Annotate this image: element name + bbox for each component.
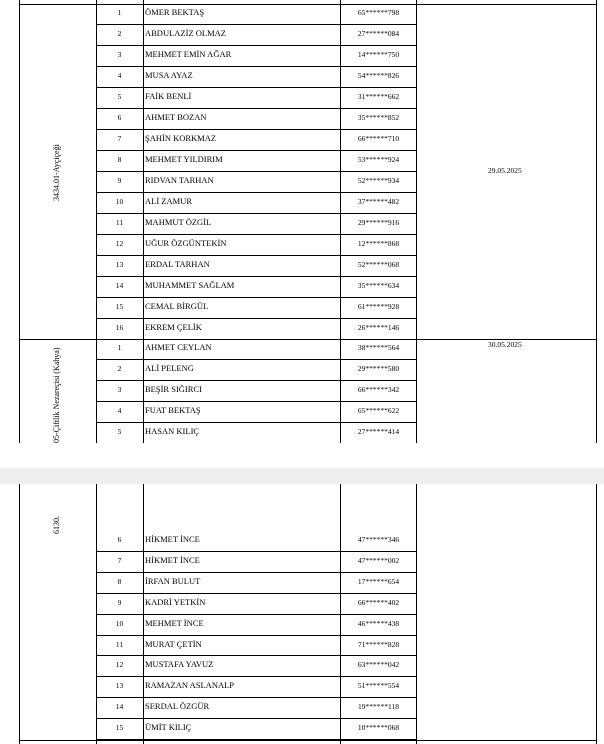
row-number: 15 (115, 302, 124, 311)
table-border-right (596, 0, 597, 443)
page-gap (0, 468, 604, 484)
person-name: MUSA AYAZ (145, 70, 193, 80)
table-row (96, 423, 417, 443)
row-number: 3 (117, 385, 122, 394)
table-row (96, 319, 417, 340)
bottom-border (19, 740, 597, 741)
row-border (96, 739, 417, 740)
masked-id-number: 27******084 (357, 29, 400, 38)
table-row (96, 698, 417, 719)
table-row (96, 67, 417, 88)
masked-id-number: 29******916 (357, 218, 400, 227)
table-row (96, 46, 417, 67)
row-number: 11 (115, 218, 124, 227)
row-number: 14 (115, 702, 124, 712)
table-row (96, 719, 417, 740)
masked-id-number: 37******482 (357, 197, 400, 206)
masked-id-number: 61******928 (357, 302, 400, 311)
masked-id-number: 29******580 (357, 364, 400, 373)
row-number: 6 (117, 535, 122, 544)
person-name: MURAT ÇETİN (145, 638, 202, 649)
person-name: HİKMET İNCE (145, 554, 200, 565)
masked-id-number: 26******146 (357, 323, 400, 332)
table-row (96, 25, 417, 46)
table-row (96, 235, 417, 256)
person-name: MEHMET YILDIRIM (145, 154, 223, 164)
masked-id-number: 66******402 (357, 597, 400, 607)
row-number: 2 (117, 29, 122, 38)
row-number: 5 (117, 92, 122, 101)
table-border-right (596, 484, 597, 744)
masked-id-number: 54******826 (357, 71, 400, 80)
person-name: BEŞİR SIĞIRCI (145, 384, 202, 394)
table-row (96, 130, 417, 151)
person-name: MEHMET EMİN AĞAR (145, 49, 232, 59)
row-number: 16 (115, 323, 124, 332)
group-2-date: 30.05.2025 (488, 340, 522, 349)
person-name: FAİK BENLİ (145, 91, 192, 101)
masked-id-number: 31******662 (357, 92, 400, 101)
person-name: HASAN KILIÇ (145, 426, 200, 436)
row-number: 5 (117, 427, 122, 436)
table-row (96, 256, 417, 277)
table-row (96, 594, 417, 615)
table-border-left (19, 484, 20, 744)
person-name: KADRİ YETKİN (145, 596, 206, 607)
person-name: ALİ PELENG (145, 363, 194, 373)
table-row (96, 339, 417, 360)
table-row (96, 277, 417, 298)
row-number: 4 (117, 71, 122, 80)
person-name: ÜMİT KILIÇ (145, 722, 192, 733)
row-number: 13 (115, 260, 124, 269)
row-number: 1 (117, 8, 122, 17)
person-name: MUSTAFA YAVUZ (145, 659, 214, 670)
person-name: ÖMER BEKTAŞ (145, 7, 205, 17)
masked-id-number: 63******042 (357, 660, 400, 670)
masked-id-number: 66******710 (357, 134, 400, 143)
table-row (96, 298, 417, 319)
row-number: 10 (115, 197, 124, 206)
masked-id-number: 12******868 (357, 239, 400, 248)
masked-id-number: 53******924 (357, 155, 400, 164)
person-name: RAMAZAN ASLANALP (145, 680, 235, 691)
table-row (96, 573, 417, 594)
masked-id-number: 52******934 (357, 176, 400, 185)
row-number: 3 (117, 50, 122, 59)
masked-id-number: 52******068 (357, 260, 400, 269)
table-row (96, 172, 417, 193)
table-row (96, 677, 417, 698)
row-number: 8 (117, 155, 122, 164)
masked-id-number: 17******654 (357, 576, 400, 586)
group-1-date: 29.05.2025 (488, 166, 522, 175)
row-number: 13 (115, 681, 124, 691)
masked-id-number: 65******798 (357, 8, 400, 17)
table-row (96, 381, 417, 402)
person-name: AHMET BOZAN (145, 112, 207, 122)
person-name: ABDULAZİZ OLMAZ (145, 28, 226, 38)
table-row (96, 402, 417, 423)
table-row (96, 109, 417, 130)
row-number: 2 (117, 364, 122, 373)
masked-id-number: 66******342 (357, 385, 400, 394)
person-name: MAHMUT ÖZGİL (145, 217, 212, 227)
masked-id-number: 71******828 (357, 639, 400, 649)
row-number: 8 (117, 576, 122, 586)
person-name: İRFAN BULUT (145, 575, 201, 586)
row-number: 12 (115, 239, 124, 248)
row-number: 10 (115, 618, 124, 628)
masked-id-number: 51******554 (357, 681, 400, 691)
masked-id-number: 14******750 (357, 50, 400, 59)
person-name: UĞUR ÖZGÜNTEKİN (145, 238, 227, 248)
row-number: 9 (117, 176, 122, 185)
person-name: ŞAHİN KORKMAZ (145, 133, 217, 143)
row-number: 9 (117, 597, 122, 607)
group-1-label: 3434.01-Ayçiçeği (52, 144, 61, 201)
table-border-left (19, 0, 20, 443)
table-row (96, 531, 417, 552)
masked-id-number: 38******564 (357, 343, 400, 352)
table-row (96, 552, 417, 573)
row-number: 14 (115, 281, 124, 290)
table-row (96, 4, 417, 25)
person-name: FUAT BEKTAŞ (145, 405, 201, 415)
masked-id-number: 47******002 (357, 555, 400, 565)
table-row (96, 88, 417, 109)
person-name: ERDAL TARHAN (145, 259, 210, 269)
table-row (96, 151, 417, 172)
person-name: MEHMET İNCE (145, 617, 204, 628)
row-number: 1 (117, 343, 122, 352)
table-row (96, 615, 417, 636)
table-row (96, 656, 417, 677)
row-number: 7 (117, 555, 122, 565)
table-row (96, 636, 417, 657)
person-name: ALİ ZAMUR (145, 196, 192, 206)
masked-id-number: 19******118 (358, 702, 399, 712)
group-2-label: 05-Çiftlik Nezareçisi (Kahya) (52, 347, 61, 443)
person-name: SERDAL ÖZGÜR (145, 701, 210, 712)
masked-id-number: 10******068 (357, 723, 400, 733)
table-row (96, 214, 417, 235)
person-name: CEMAL BİRGÜL (145, 301, 209, 311)
row-number: 4 (117, 406, 122, 415)
group-2-label-cont: 6130. (52, 516, 61, 534)
masked-id-number: 47******346 (357, 535, 400, 544)
row-number: 15 (115, 723, 124, 733)
row-number: 11 (115, 639, 124, 649)
row-number: 12 (115, 660, 124, 670)
row-number: 7 (117, 134, 122, 143)
row-number: 6 (117, 113, 122, 122)
person-name: MUHAMMET SAĞLAM (145, 280, 235, 290)
person-name: HİKMET İNCE (145, 534, 200, 544)
masked-id-number: 27******414 (357, 427, 400, 436)
person-name: RIDVAN TARHAN (145, 175, 214, 185)
masked-id-number: 35******634 (357, 281, 400, 290)
person-name: AHMET CEYLAN (145, 342, 212, 352)
masked-id-number: 65******622 (357, 406, 400, 415)
table-row (96, 360, 417, 381)
person-name: EKREM ÇELİK (145, 322, 202, 332)
document-page-2 (0, 484, 604, 744)
masked-id-number: 35******852 (357, 113, 400, 122)
table-row (96, 193, 417, 214)
masked-id-number: 46******438 (357, 618, 400, 628)
